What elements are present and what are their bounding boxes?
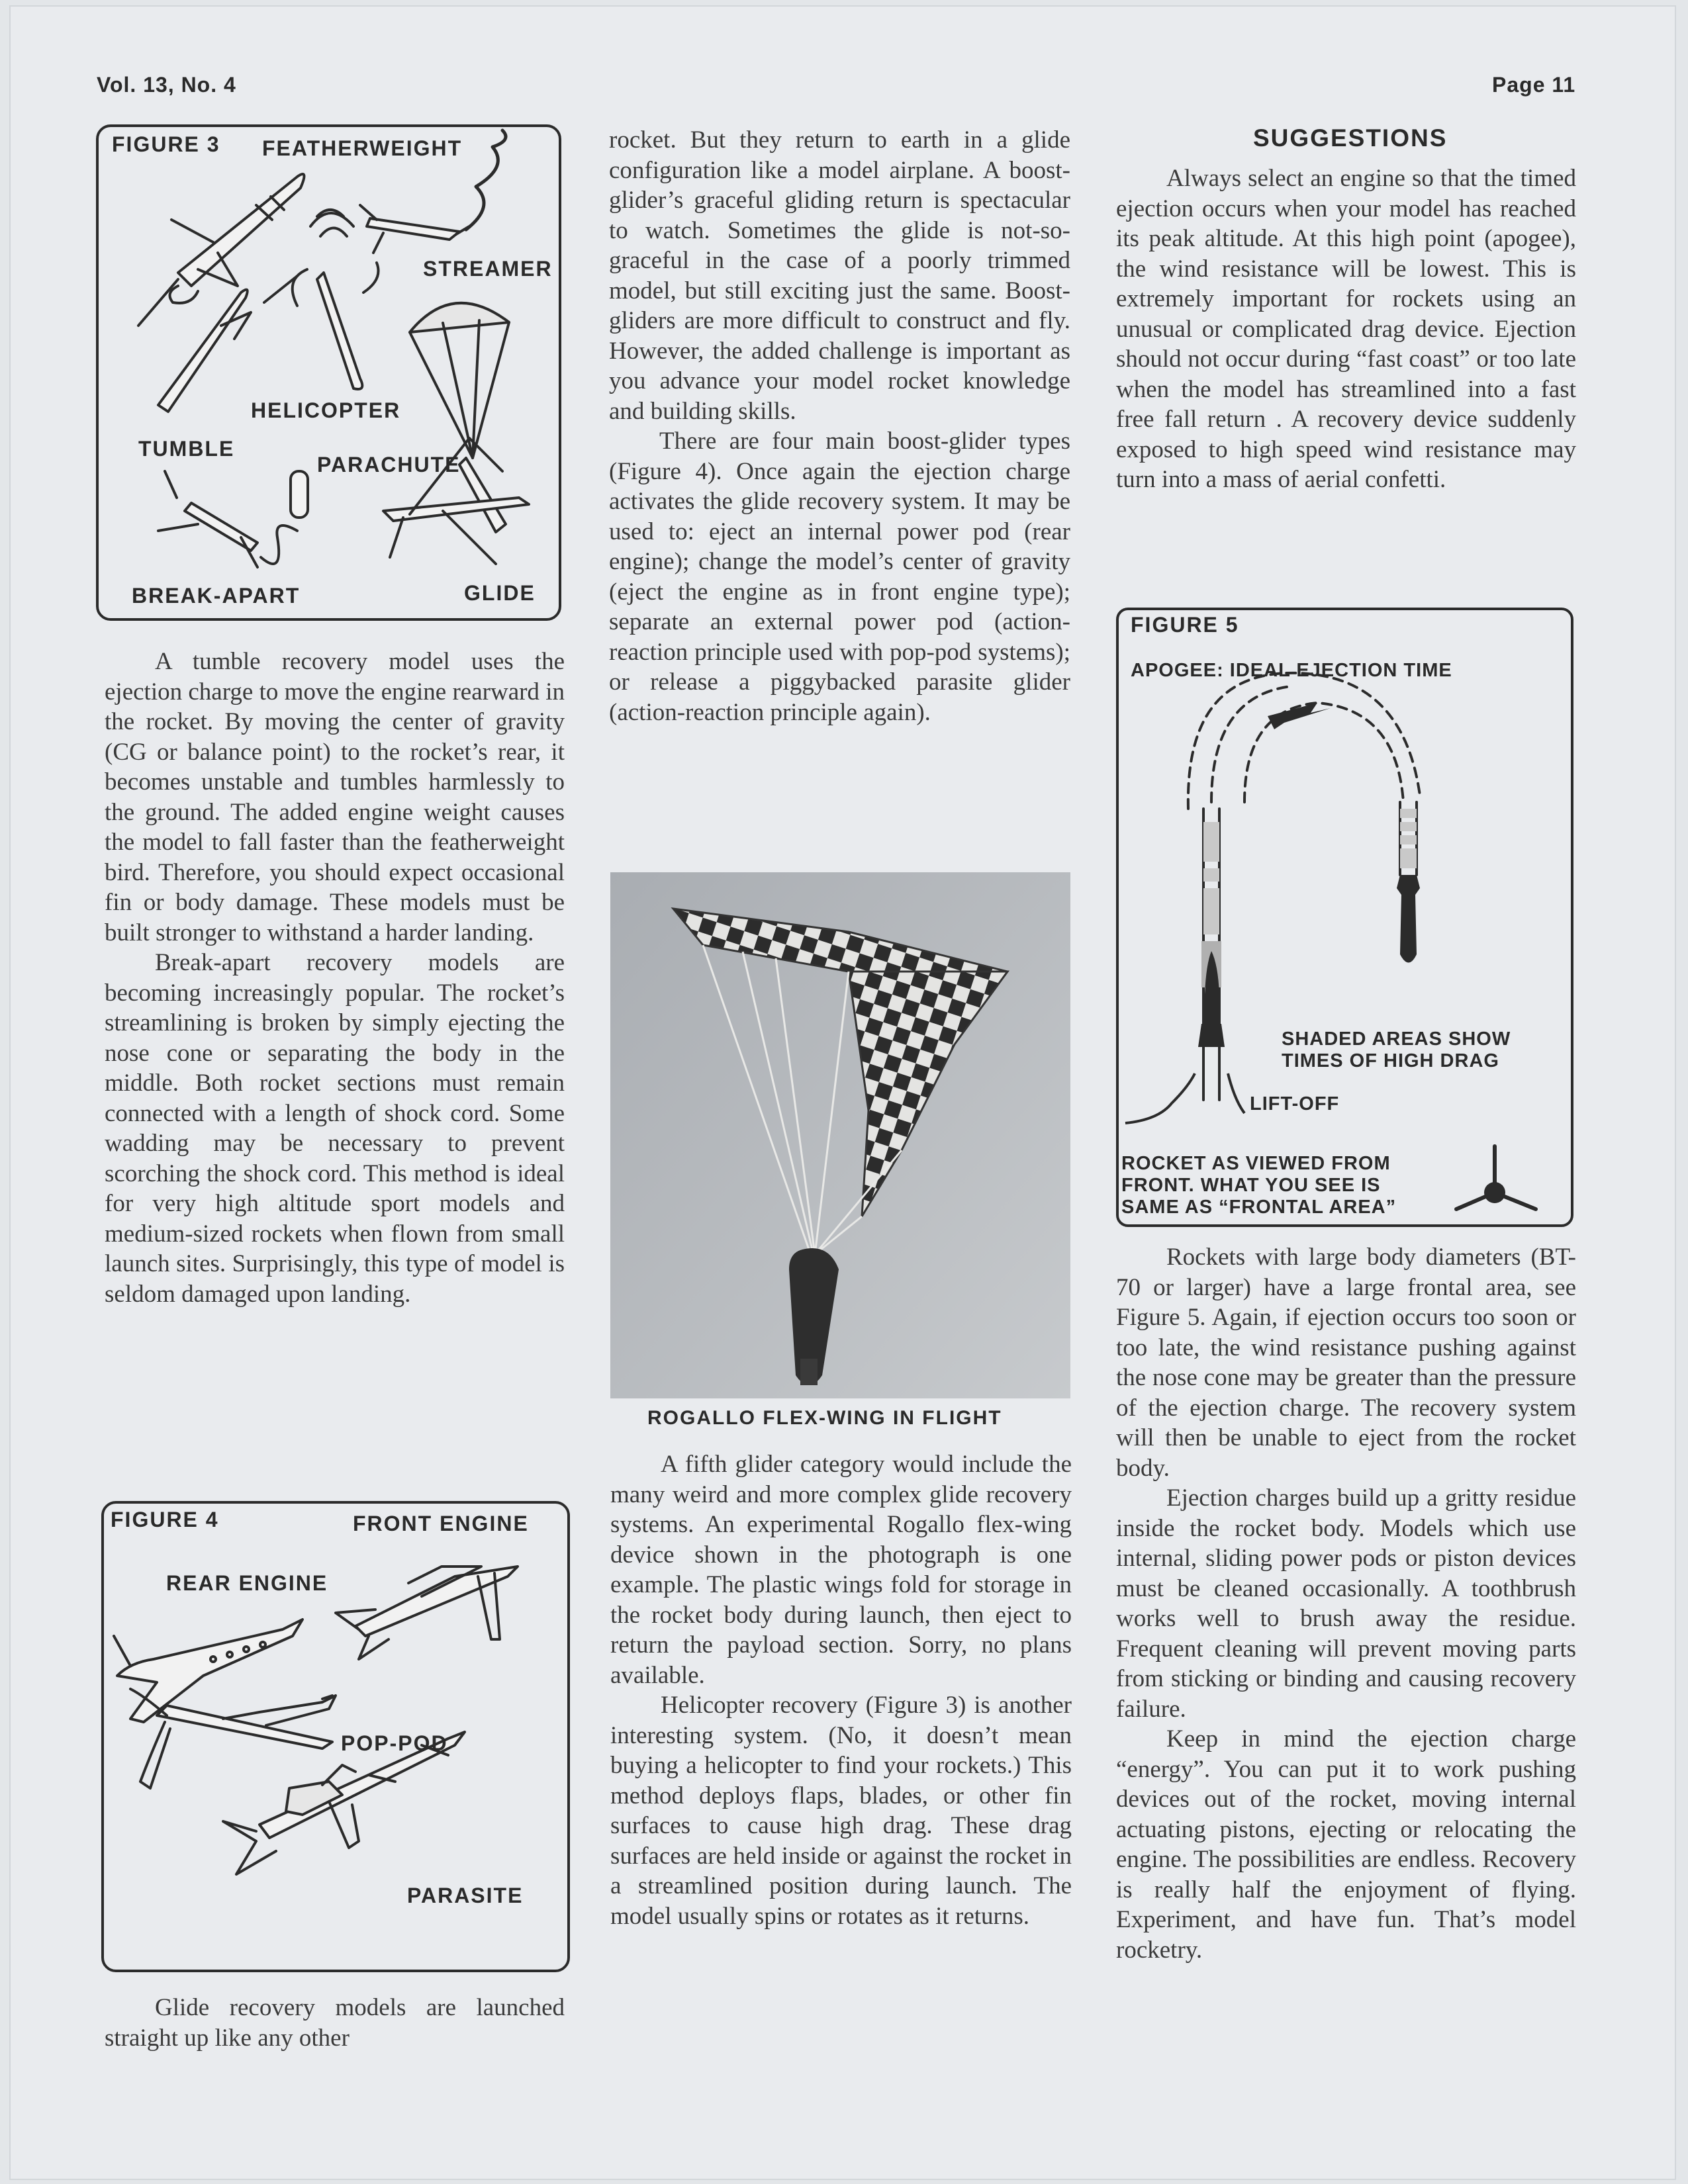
rogallo-photo-image <box>610 872 1070 1398</box>
col2-paragraph-4: Helicopter recovery (Figure 3) is another interesting system. (No, it doesn’t mean buying a helicopter to find your rockets.) This method deploys flaps, blades, or other fin surfaces to cause high drag. These drag surfaces are held inside or against the rocket in a streamlined position during launch. The model usually spins or rotates as it returns. <box>610 1692 1072 1930</box>
column-1 <box>105 647 565 1309</box>
label-streamer: STREAMER <box>423 257 553 281</box>
col3-paragraph-4: Keep in mind the ejection charge “energy”. You can put it to work pushing devices out of the rocket, moving internal actuating pistons, ejecting or relocating the engine. The possibilities are endless. Recovery is really half the enjoyment of flying. Experiment, and have fun. That’s model rocketry. <box>1116 1725 1576 1964</box>
label-shaded-1: SHADED AREAS SHOW <box>1282 1028 1511 1050</box>
figure-5-illustration <box>1119 610 1571 1224</box>
figure-4 <box>101 1501 570 1972</box>
rogallo-photo <box>610 872 1070 1398</box>
col3-paragraph-1: Always select an engine so that the timed ejection occurs when your model has reached its peak altitude. At this high point (apogee), the wind resistance will be lowest. This is extremely important for rockets using an unusual or complicated drag device. Ejection should not occur during “fast coast” or too late when the model has streamlined into a fast free fall return . A recovery device suddenly exposed to high speed wind resistance may turn into a mass of aerial confetti. <box>1116 165 1576 493</box>
col2-paragraph-3: A fifth glider category would include the many weird and more complex glide recovery systems. An experimental Rogallo flex-wing device shown in the photograph is one example. The plastic wings fold for storage in the rocket body during launch, then eject to return the payload section. Sorry, no plans available. <box>610 1451 1072 1689</box>
label-featherweight: FEATHERWEIGHT <box>262 136 463 160</box>
label-frontal-1: ROCKET AS VIEWED FROM <box>1121 1153 1391 1174</box>
col2-paragraph-1: rocket. But they return to earth in a glide configuration like a model airplane. A boost-glider’s graceful gliding return is spectacular to watch. Sometimes the glide is not-so-graceful in the case of a poorly trimmed model, but still exciting just the same. Boost-gliders are more difficult to construct and fly. However, the added challenge is important as you advance your model rocket knowledge and building skills. <box>609 126 1070 425</box>
figure-3 <box>96 124 561 621</box>
label-pop-pod: POP-POD <box>341 1731 448 1755</box>
label-tumble: TUMBLE <box>138 437 235 461</box>
label-frontal-3: SAME AS “FRONTAL AREA” <box>1121 1197 1397 1218</box>
figure-5-title: FIGURE 5 <box>1131 613 1239 637</box>
column-3-bottom <box>1116 1242 1576 1965</box>
label-apogee: APOGEE: IDEAL EJECTION TIME <box>1131 660 1452 681</box>
figure-3-illustration <box>99 127 559 618</box>
label-parasite: PARASITE <box>407 1884 524 1907</box>
column-3-top <box>1116 163 1576 495</box>
label-parachute: PARACHUTE <box>317 453 461 477</box>
col1-paragraph-1: A tumble recovery model uses the ejection charge to move the engine rearward in the rocket. By moving the center of gravity (CG or balance point) to the rocket’s rear, it becomes unstable and tumbles harmlessly to the ground. The added engine weight causes the model to fall faster than the featherweight bird. Therefore, you should expect occasional fin or body damage. These models must be built stronger to withstand a harder landing. <box>105 648 565 946</box>
col1-paragraph-2: Break-apart recovery models are becoming increasingly popular. The rocket’s streamlining is broken by simply ejecting the nose cone or separating the body in the middle. Both rocket sections must remain connected with a length of shock cord. Some wadding may be necessary to prevent scorching the shock cord. This method is ideal for very high altitude sport models and medium-sized rockets when flown from small launch sites. Surprisingly, this type of model is seldom damaged upon landing. <box>105 949 565 1308</box>
label-break-apart: BREAK-APART <box>132 584 301 608</box>
photo-caption: ROGALLO FLEX-WING IN FLIGHT <box>647 1407 1002 1429</box>
label-liftoff: LIFT-OFF <box>1250 1093 1340 1115</box>
label-helicopter: HELICOPTER <box>251 398 401 422</box>
suggestions-heading: SUGGESTIONS <box>1253 124 1448 152</box>
label-glide: GLIDE <box>464 581 536 605</box>
volume-number: Vol. 13, No. 4 <box>97 73 236 97</box>
page-number: Page 11 <box>1492 73 1576 97</box>
label-front-engine: FRONT ENGINE <box>353 1512 529 1535</box>
label-shaded-2: TIMES OF HIGH DRAG <box>1282 1050 1499 1071</box>
label-rear-engine: REAR ENGINE <box>166 1571 328 1595</box>
col3-paragraph-2: Rockets with large body diameters (BT-70 or larger) have a large frontal area, see Figure 5. Again, if ejection occurs too soon or too late, the wind resistance pushing against the nose cone may be greater than the pressure of the ejection charge. The recovery system will then be unable to eject from the rocket body. <box>1116 1244 1576 1482</box>
label-frontal-2: FRONT. WHAT YOU SEE IS <box>1121 1175 1381 1196</box>
col3-paragraph-3: Ejection charges build up a gritty residue inside the rocket body. Models which use internal, sliding power pods or piston devices must be cleaned occasionally. A toothbrush works well to brush away the residue. Frequent cleaning will prevent moving parts from sticking or binding and causing recovery failure. <box>1116 1484 1576 1723</box>
column-1-bottom <box>105 1993 565 2053</box>
column-2-bottom <box>610 1449 1072 1931</box>
figure-3-title: FIGURE 3 <box>112 132 220 156</box>
col1-paragraph-3: Glide recovery models are launched straight up like any other <box>105 1994 565 2052</box>
figure-4-title: FIGURE 4 <box>111 1508 219 1531</box>
figure-5 <box>1116 608 1573 1227</box>
col2-paragraph-2: There are four main boost-glider types (Figure 4). Once again the ejection charge activates the glide recovery system. It may be used to: eject an internal power pod (rear engine); change the model’s center of gravity (eject the engine as in front engine type); separate an external power pod (action-reaction principle used with pop-pod systems); or release a piggybacked parasite glider (action-reaction principle again). <box>609 428 1070 726</box>
column-2-top <box>609 125 1070 727</box>
